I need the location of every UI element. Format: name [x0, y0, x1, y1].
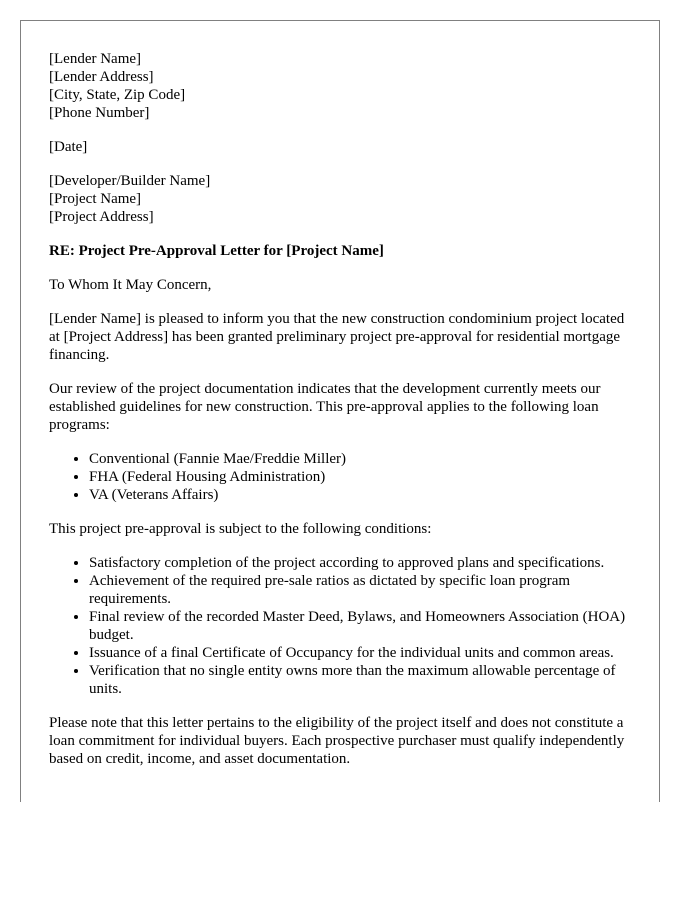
intro-paragraph: [Lender Name] is pleased to inform you that the new construction condominium project located at [Project Address] has been granted preliminary project pre-approval for residential mortgage financing.: [49, 311, 625, 363]
list-item: • Final review of the recorded Master Deed, Bylaws, and Homeowners Association (HOA) budget.: [89, 608, 631, 644]
list-item: • FHA (Federal Housing Administration): [89, 468, 631, 486]
conditions-intro-paragraph: This project pre-approval is subject to the following conditions:: [49, 521, 432, 537]
letter-document: [20, 20, 660, 802]
subject-line: RE: Project Pre-Approval Letter for [Project Name]: [49, 243, 384, 259]
date-line: [Date]: [49, 139, 88, 155]
list-item: • Achievement of the required pre-sale ratios as dictated by specific loan program requirements.: [89, 572, 631, 608]
lender-name: [Lender Name]: [49, 51, 142, 67]
developer-name: [Developer/Builder Name]: [49, 173, 211, 189]
project-address: [Project Address]: [49, 209, 154, 225]
salutation: To Whom It May Concern,: [49, 277, 212, 293]
list-item: • Verification that no single entity owns more than the maximum allowable percentage of units.: [89, 662, 631, 698]
list-item: • Conventional (Fannie Mae/Freddie Miller): [89, 450, 631, 468]
project-name: [Project Name]: [49, 191, 142, 207]
conditions-list: [49, 554, 631, 698]
loan-programs-list: [49, 450, 631, 504]
note-paragraph: Please note that this letter pertains to the eligibility of the project itself and does not constitute a loan commitment for individual buyers. Each prospective purchaser must qualify independently based on credit, income, and asset documentation.: [49, 715, 625, 767]
lender-phone: [Phone Number]: [49, 105, 150, 121]
lender-address: [Lender Address]: [49, 69, 154, 85]
list-item: • Issuance of a final Certificate of Occupancy for the individual units and common areas.: [89, 644, 631, 662]
lender-address-block: [49, 50, 631, 122]
lender-city-state-zip: [City, State, Zip Code]: [49, 87, 186, 103]
list-item: • VA (Veterans Affairs): [89, 486, 631, 504]
recipient-address-block: [49, 172, 631, 226]
list-item: • Satisfactory completion of the project according to approved plans and specifications.: [89, 554, 631, 572]
review-paragraph: Our review of the project documentation indicates that the development currently meets our established guidelines for new construction. This pre-approval applies to the following loan programs:: [49, 381, 601, 433]
